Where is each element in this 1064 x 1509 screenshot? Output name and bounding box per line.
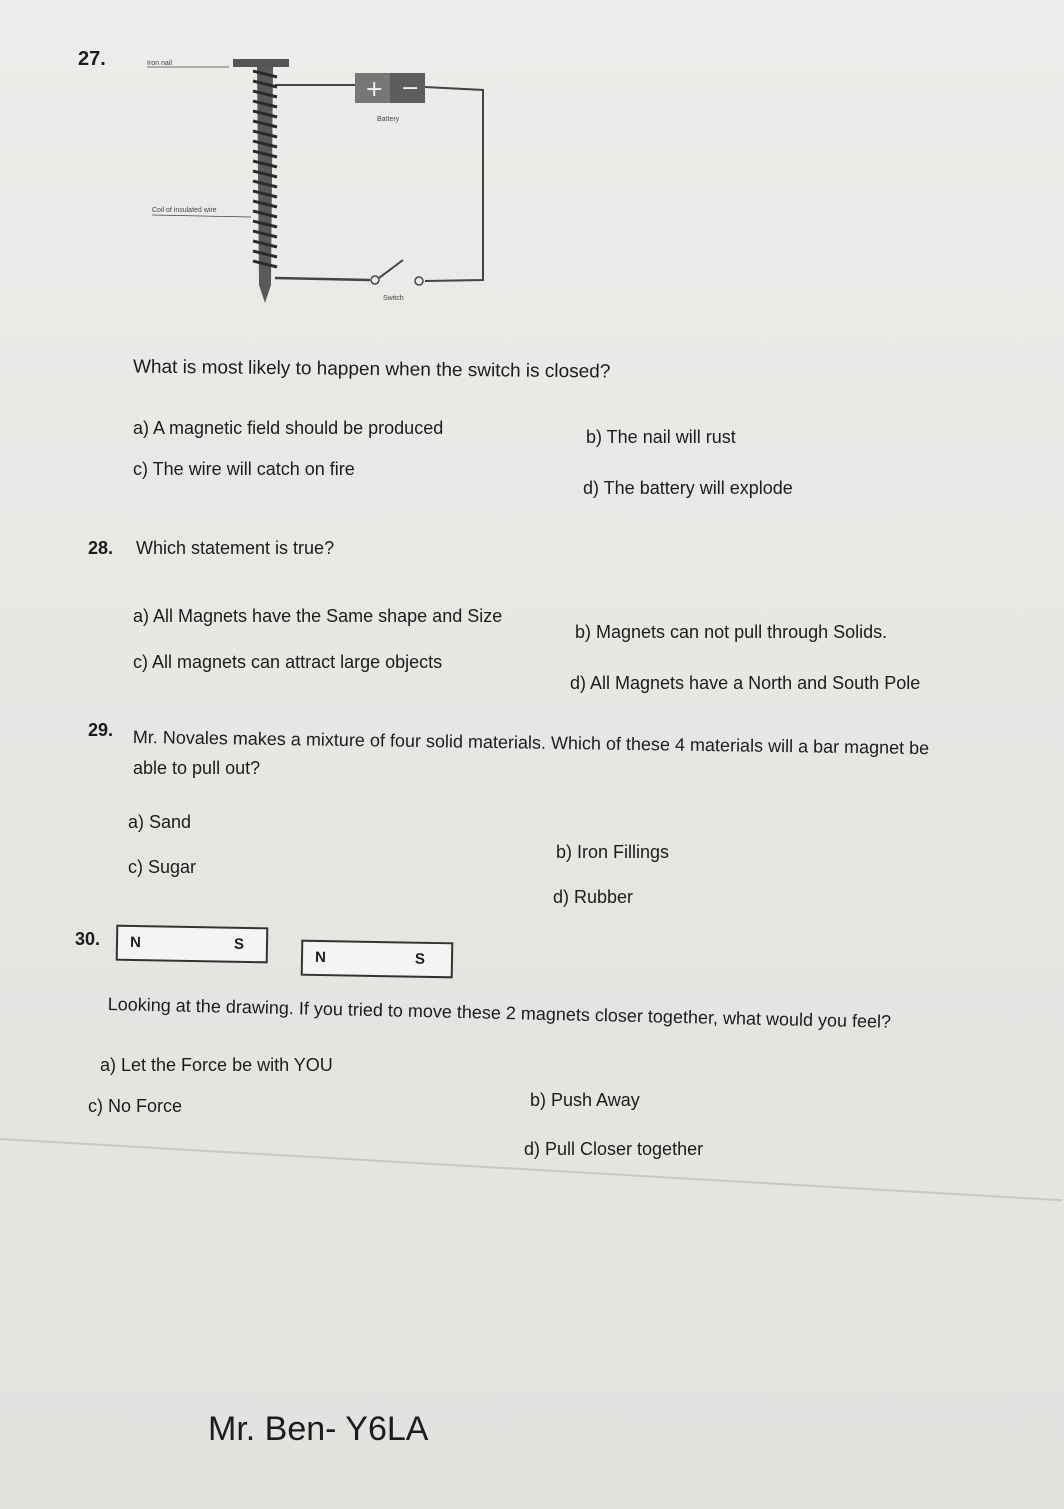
magnet1-north-pole: N bbox=[129, 933, 142, 952]
q28-number: 28. bbox=[88, 538, 114, 558]
q28-option-a[interactable]: a) All Magnets have the Same shape and Size bbox=[133, 606, 503, 626]
bar-magnet-1 bbox=[116, 925, 269, 964]
q30-number: 30. bbox=[75, 929, 101, 949]
magnet2-south-pole: S bbox=[414, 950, 426, 968]
switch-icon bbox=[371, 260, 423, 285]
q30-question: Looking at the drawing. If you tried to move these 2 magnets closer together, what would you feel? bbox=[107, 994, 892, 1032]
q27-number: 27. bbox=[78, 48, 106, 70]
q29-question-line1: Mr. Novales makes a mixture of four solid materials. Which of these 4 materials will a bar magnet be bbox=[132, 727, 930, 759]
q27-option-a[interactable]: a) A magnetic field should be produced bbox=[133, 418, 444, 438]
electromagnet-diagram bbox=[125, 45, 505, 315]
q27-option-c[interactable]: c) The wire will catch on fire bbox=[133, 459, 355, 479]
q30-option-a[interactable]: a) Let the Force be with YOU bbox=[100, 1055, 333, 1075]
q28-question: Which statement is true? bbox=[136, 538, 335, 558]
q27-option-d[interactable]: d) The battery will explode bbox=[583, 478, 793, 498]
battery-label: Battery bbox=[377, 116, 400, 123]
q28-option-b[interactable]: b) Magnets can not pull through Solids. bbox=[575, 622, 888, 642]
battery-icon bbox=[355, 73, 425, 103]
q28-option-d[interactable]: d) All Magnets have a North and South Pole bbox=[570, 673, 921, 693]
q29-option-c[interactable]: c) Sugar bbox=[128, 857, 197, 877]
q29-option-a[interactable]: a) Sand bbox=[128, 812, 192, 832]
q30-option-d[interactable]: d) Pull Closer together bbox=[524, 1139, 704, 1159]
battery-plus-sign: + bbox=[365, 77, 384, 102]
q29-option-b[interactable]: b) Iron Fillings bbox=[556, 842, 670, 862]
q30-option-b[interactable]: b) Push Away bbox=[530, 1090, 640, 1110]
q29-option-d[interactable]: d) Rubber bbox=[553, 887, 634, 907]
q28-option-c[interactable]: c) All magnets can attract large objects bbox=[133, 652, 443, 672]
q27-option-b[interactable]: b) The nail will rust bbox=[586, 427, 736, 447]
iron-nail-icon bbox=[233, 59, 289, 303]
q29-number: 29. bbox=[88, 720, 114, 740]
battery-minus-sign: − bbox=[401, 76, 420, 101]
magnet1-south-pole: S bbox=[233, 935, 245, 953]
bar-magnet-2 bbox=[301, 940, 454, 979]
q30-option-c[interactable]: c) No Force bbox=[88, 1096, 183, 1116]
switch-label: Switch bbox=[383, 295, 404, 302]
q27-question: What is most likely to happen when the switch is closed? bbox=[132, 356, 611, 383]
magnet2-north-pole: N bbox=[314, 948, 327, 967]
coil-label: Coil of insulated wire bbox=[152, 207, 217, 214]
q29-question-line2: able to pull out? bbox=[133, 758, 261, 778]
nail-label: Iron nail bbox=[147, 60, 172, 67]
teacher-signature: Mr. Ben- Y6LA bbox=[208, 1410, 429, 1448]
